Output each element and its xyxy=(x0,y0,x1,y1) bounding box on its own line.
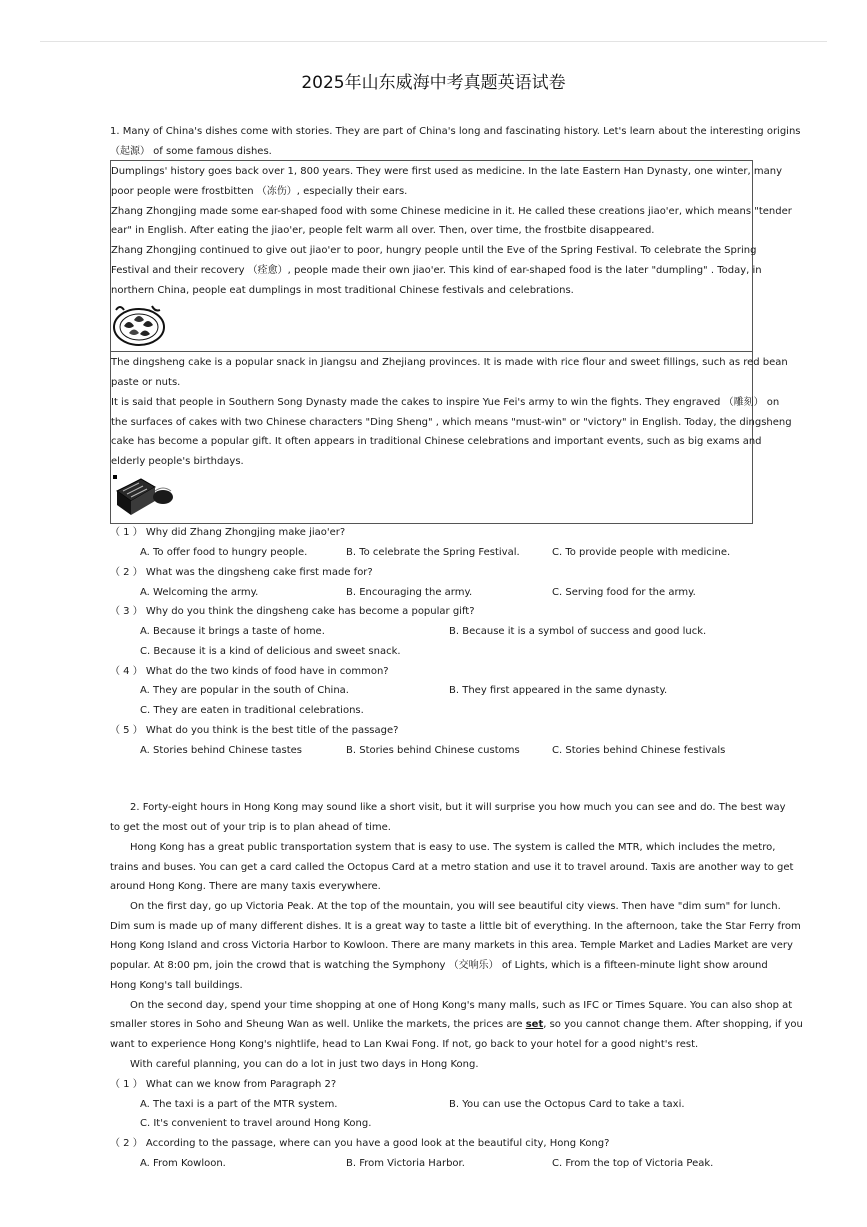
q2-passage-line: trains and buses. You can get a card called the Octopus Card at a metro station and use it to travel around. Taxis are another way to get xyxy=(110,862,794,873)
q2-passage-line: 2. Forty-eight hours in Hong Kong may sound like a short visit, but it will surprise you how much you can see and do. The best way xyxy=(130,802,786,813)
q1-q1-option-c[interactable]: C. To provide people with medicine. xyxy=(552,547,731,558)
q2-passage-line: Hong Kong Island and cross Victoria Harbor to Kowloon. There are many markets in this area. Temple Market and Ladies Market are very xyxy=(110,940,793,951)
q2-q2-option-c[interactable]: C. From the top of Victoria Peak. xyxy=(552,1158,714,1169)
passage-line: poor people were frostbitten （冻伤）, especially their ears. xyxy=(111,186,408,197)
passage-line: The dingsheng cake is a popular snack in Jiangsu and Zhejiang provinces. It is made with rice flour and sweet fillings, such as red bean xyxy=(111,357,788,368)
q2-passage-line: With careful planning, you can do a lot in just two days in Hong Kong. xyxy=(130,1059,479,1070)
passage-line: Dumplings' history goes back over 1, 800 years. They were first used as medicine. In the late Eastern Han Dynasty, one winter, many xyxy=(111,166,783,177)
q1-q2-option-a[interactable]: A. Welcoming the army. xyxy=(140,587,259,598)
q2-q1-option-c[interactable]: C. It's convenient to travel around Hong Kong. xyxy=(140,1118,372,1129)
passage-line: ear" in English. After eating the jiao'er, people felt warm all over. Then, over time, the frostbite disappeared. xyxy=(111,225,655,236)
q2-q1-option-a[interactable]: A. The taxi is a part of the MTR system. xyxy=(140,1099,338,1110)
q1-q1-option-b[interactable]: B. To celebrate the Spring Festival. xyxy=(346,547,520,558)
page-title: 2025年山东威海中考真题英语试卷 xyxy=(301,73,566,93)
q1-q4-option-a[interactable]: A. They are popular in the south of China. xyxy=(140,685,349,696)
q2-q2-option-b[interactable]: B. From Victoria Harbor. xyxy=(346,1158,465,1169)
passage-line: cake has become a popular gift. It often appears in traditional Chinese celebrations and important events, such as big exams and xyxy=(111,436,762,447)
q2-question-2: （ 2 ） According to the passage, where can you have a good look at the beautiful city, Hong Kong? xyxy=(110,1138,610,1149)
q1-question-4: （ 4 ） What do the two kinds of food have in common? xyxy=(110,666,389,677)
underlined-word-set: set xyxy=(525,1019,544,1030)
passage-line: the surfaces of cakes with two Chinese characters "Ding Sheng" , which means "must-win" or "victory" in English. Today, the dingsheng xyxy=(111,417,792,428)
q1-q3-option-b[interactable]: B. Because it is a symbol of success and good luck. xyxy=(449,626,707,637)
q2-passage-line: Hong Kong has a great public transportation system that is easy to use. The system is called the MTR, which includes the metro, xyxy=(130,842,776,853)
q2-passage-line: Dim sum is made up of many different dishes. It is a great way to taste a little bit of everything. In the afternoon, take the Star Ferry from xyxy=(110,921,801,932)
passage-line: northern China, people eat dumplings in most traditional Chinese festivals and celebrations. xyxy=(111,285,574,296)
q1-q3-option-a[interactable]: A. Because it brings a taste of home. xyxy=(140,626,325,637)
passage-line: Festival and their recovery （痊愈）, people made their own jiao'er. This kind of ear-shaped food is the later "dumpling" . Today, in xyxy=(111,265,762,276)
q1-question-3: （ 3 ） Why do you think the dingsheng cake has become a popular gift? xyxy=(110,606,475,617)
passage-line: Zhang Zhongjing continued to give out jiao'er to poor, hungry people until the Eve of the Spring Festival. To celebrate the Spring xyxy=(111,245,757,256)
dingsheng-cake-image xyxy=(111,471,175,519)
q1-question-1: （ 1 ） Why did Zhang Zhongjing make jiao'er? xyxy=(110,527,346,538)
q2-passage-line: popular. At 8:00 pm, join the crowd that is watching the Symphony （交响乐） of Lights, which is a fifteen-minute light show around xyxy=(110,960,768,971)
q1-q2-option-c[interactable]: C. Serving food for the army. xyxy=(552,587,696,598)
q1-q1-option-a[interactable]: A. To offer food to hungry people. xyxy=(140,547,308,558)
q2-passage-line-with-set xyxy=(110,1018,803,1031)
q1-q5-option-c[interactable]: C. Stories behind Chinese festivals xyxy=(552,745,726,756)
q1-question-5: （ 5 ） What do you think is the best title of the passage? xyxy=(110,725,399,736)
header-rule xyxy=(40,41,827,42)
q1-intro-line: 1. Many of China's dishes come with stories. They are part of China's long and fascinating history. Let's learn about the interesting origins xyxy=(110,126,801,137)
q1-q5-option-b[interactable]: B. Stories behind Chinese customs xyxy=(346,745,520,756)
q1-question-2: （ 2 ） What was the dingsheng cake first made for? xyxy=(110,567,373,578)
passage-line: It is said that people in Southern Song Dynasty made the cakes to inspire Yue Fei's army to win the fights. They engraved （雕刻） on xyxy=(111,397,780,408)
q1-q4-option-b[interactable]: B. They first appeared in the same dynasty. xyxy=(449,685,668,696)
q2-passage-line: want to experience Hong Kong's nightlife, head to Lan Kwai Fong. If not, go back to your hotel for a good night's rest. xyxy=(110,1039,699,1050)
q2-passage-line: Hong Kong's tall buildings. xyxy=(110,980,243,991)
q1-q5-option-a[interactable]: A. Stories behind Chinese tastes xyxy=(140,745,302,756)
q2-passage-line: On the second day, spend your time shopping at one of Hong Kong's many malls, such as IFC or Times Square. You can also shop at xyxy=(130,1000,793,1011)
passage-line: elderly people's birthdays. xyxy=(111,456,244,467)
q2-passage-line: On the first day, go up Victoria Peak. At the top of the mountain, you will see beautiful city views. Then have "dim sum" for lunch. xyxy=(130,901,781,912)
q2-q2-option-a[interactable]: A. From Kowloon. xyxy=(140,1158,226,1169)
q2-passage-line: around Hong Kong. There are many taxis everywhere. xyxy=(110,881,381,892)
dumplings-plate-image xyxy=(112,300,166,348)
q1-intro-line: （起源） of some famous dishes. xyxy=(110,146,272,157)
q2-passage-line: to get the most out of your trip is to plan ahead of time. xyxy=(110,822,391,833)
q1-q4-option-c[interactable]: C. They are eaten in traditional celebrations. xyxy=(140,705,364,716)
passage-line: paste or nuts. xyxy=(111,377,181,388)
q2-passage-text: , so you cannot change them. After shopping, if you xyxy=(543,1019,803,1030)
q2-question-1: （ 1 ） What can we know from Paragraph 2? xyxy=(110,1079,337,1090)
q1-q2-option-b[interactable]: B. Encouraging the army. xyxy=(346,587,473,598)
q1-q3-option-c[interactable]: C. Because it is a kind of delicious and sweet snack. xyxy=(140,646,401,657)
passage-line: Zhang Zhongjing made some ear-shaped food with some Chinese medicine in it. He called these creations jiao'er, which means "tender xyxy=(111,206,792,217)
q2-q1-option-b[interactable]: B. You can use the Octopus Card to take a taxi. xyxy=(449,1099,685,1110)
q2-passage-text: smaller stores in Soho and Sheung Wan as well. Unlike the markets, the prices are xyxy=(110,1019,523,1030)
